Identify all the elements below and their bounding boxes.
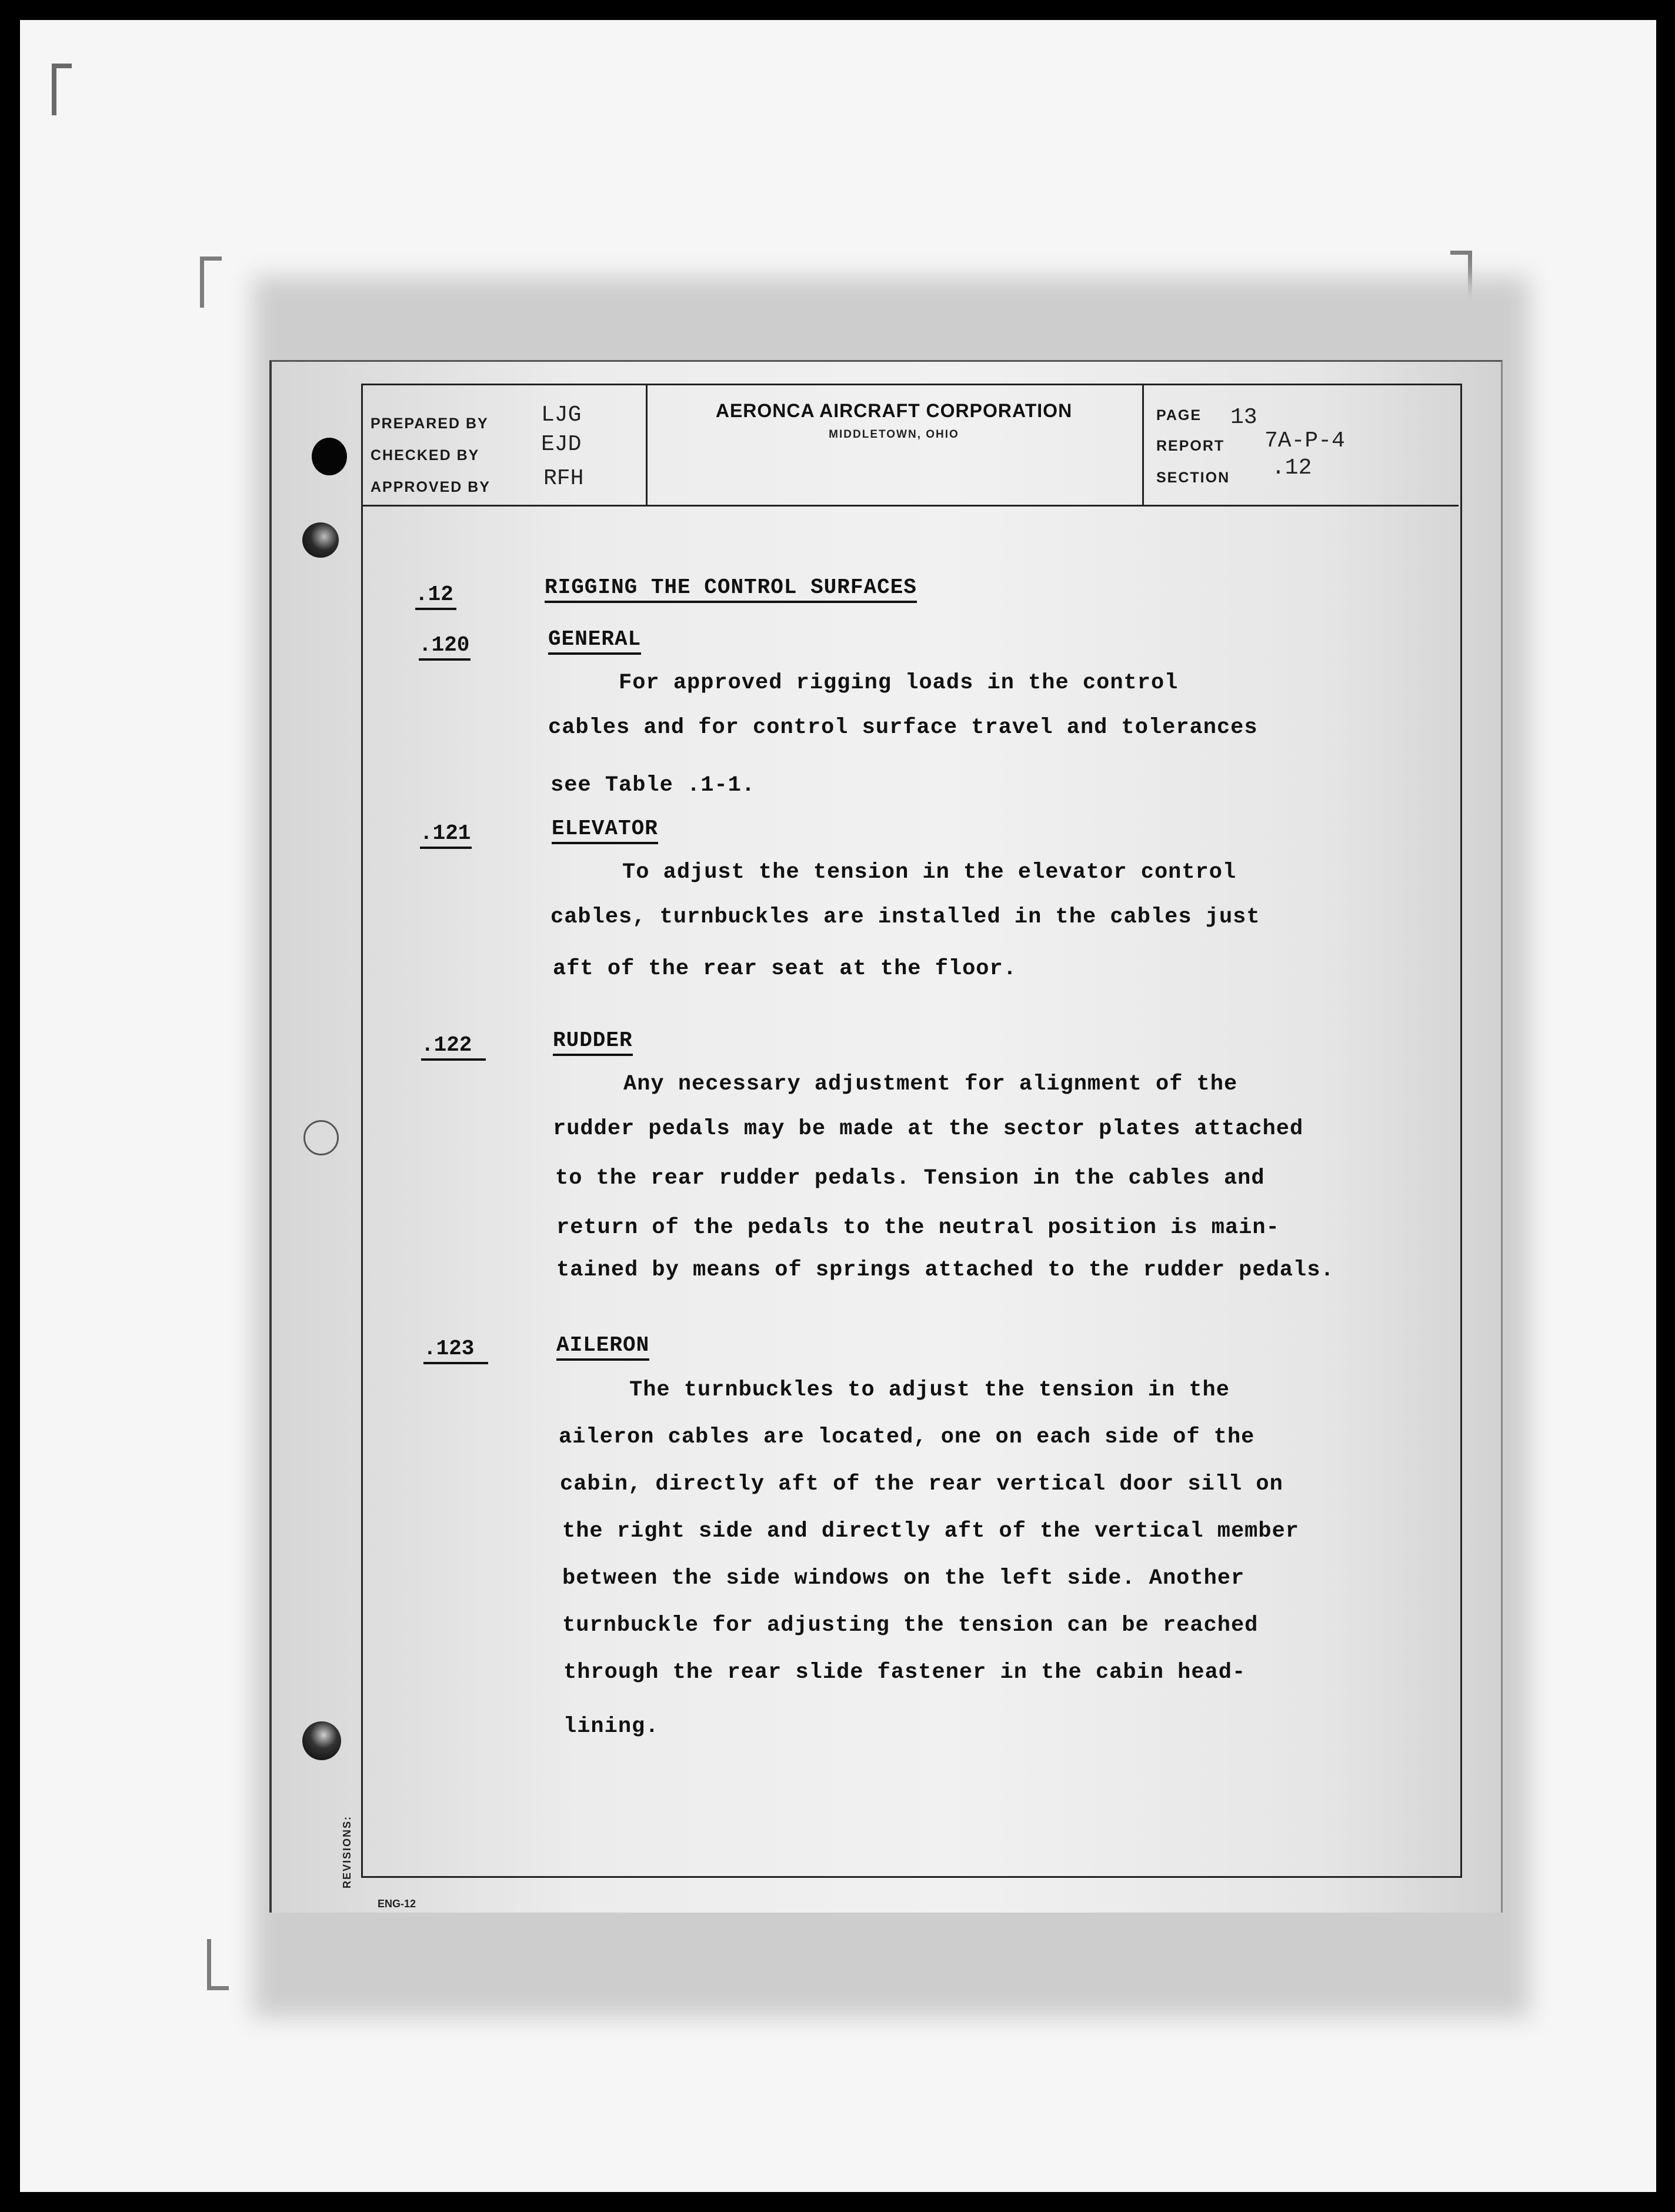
binder-hole-1 bbox=[312, 438, 347, 475]
section-122-line-4: return of the pedals to the neutral position is main- bbox=[556, 1215, 1280, 1240]
section-122-line-3: to the rear rudder pedals. Tension in the cables and bbox=[555, 1166, 1265, 1191]
section-121-number: .121 bbox=[420, 821, 472, 849]
section-122-number: .122 bbox=[421, 1033, 486, 1061]
approved-by-value: RFH bbox=[543, 466, 584, 491]
section-120-line-3: see Table .1-1. bbox=[550, 773, 756, 798]
company-city: MIDDLETOWN, OHIO bbox=[829, 428, 959, 441]
section-120-title: GENERAL bbox=[548, 627, 641, 655]
section-120-line-1: For approved rigging loads in the control bbox=[619, 671, 1179, 695]
report-label: REPORT bbox=[1156, 438, 1225, 454]
binder-hole-4 bbox=[302, 1721, 341, 1760]
header-bottom-line bbox=[361, 505, 1459, 507]
approved-by-label: APPROVED BY bbox=[371, 479, 491, 495]
section-123-line-6: turnbuckle for adjusting the tension can be reached bbox=[562, 1613, 1259, 1638]
section-12-number: .12 bbox=[415, 582, 456, 610]
section-121-line-1: To adjust the tension in the elevator control bbox=[622, 860, 1237, 885]
section-120-line-2: cables and for control surface travel and tolerances bbox=[548, 715, 1258, 740]
checked-by-label: CHECKED BY bbox=[371, 447, 480, 464]
section-123-line-7: through the rear slide fastener in the cabin head- bbox=[563, 1660, 1246, 1685]
section-122-line-5: tained by means of springs attached to the rudder pedals. bbox=[556, 1258, 1334, 1282]
section-123-title: AILERON bbox=[556, 1333, 649, 1361]
header-divider-right bbox=[1142, 384, 1144, 505]
section-123-line-5: between the side windows on the left side. Another bbox=[562, 1566, 1245, 1591]
section-123-line-1: The turnbuckles to adjust the tension in the bbox=[629, 1378, 1230, 1403]
binder-hole-3 bbox=[303, 1120, 339, 1155]
report-number: 7A-P-4 bbox=[1264, 428, 1345, 454]
crop-mark-inner-bottom-left bbox=[207, 1939, 229, 1990]
section-122-line-2: rudder pedals may be made at the sector plates attached bbox=[553, 1117, 1304, 1141]
section-120-number: .120 bbox=[419, 633, 471, 661]
section-123-line-8: lining. bbox=[563, 1714, 659, 1739]
page-number: 13 bbox=[1230, 405, 1257, 430]
section-label: SECTION bbox=[1156, 469, 1230, 486]
section-12-title: RIGGING THE CONTROL SURFACES bbox=[545, 575, 917, 603]
section-123-line-2: aileron cables are located, one on each side of the bbox=[559, 1425, 1255, 1450]
section-122-title: RUDDER bbox=[553, 1028, 633, 1056]
section-number: .12 bbox=[1272, 455, 1312, 481]
section-122-line-1: Any necessary adjustment for alignment of the bbox=[623, 1072, 1238, 1097]
checked-by-value: EJD bbox=[541, 432, 582, 457]
crop-mark-inner-top-left bbox=[200, 256, 222, 308]
section-123-line-4: the right side and directly aft of the vertical member bbox=[562, 1519, 1299, 1544]
crop-mark-top-left bbox=[52, 64, 72, 115]
section-123-number: .123 bbox=[423, 1337, 488, 1364]
prepared-by-label: PREPARED BY bbox=[371, 415, 489, 432]
binder-hole-2 bbox=[302, 522, 339, 558]
revisions-label: REVISIONS: bbox=[341, 1815, 353, 1888]
prepared-by-value: LJG bbox=[541, 402, 582, 428]
section-121-line-2: cables, turnbuckles are installed in the cables just bbox=[550, 905, 1260, 930]
section-123-line-3: cabin, directly aft of the rear vertical door sill on bbox=[560, 1472, 1283, 1497]
section-121-title: ELEVATOR bbox=[552, 817, 658, 844]
section-121-line-3: aft of the rear seat at the floor. bbox=[553, 957, 1017, 981]
page-label: PAGE bbox=[1156, 407, 1202, 424]
company-name: AERONCA AIRCRAFT CORPORATION bbox=[715, 400, 1073, 421]
form-number: ENG-12 bbox=[378, 1898, 416, 1910]
